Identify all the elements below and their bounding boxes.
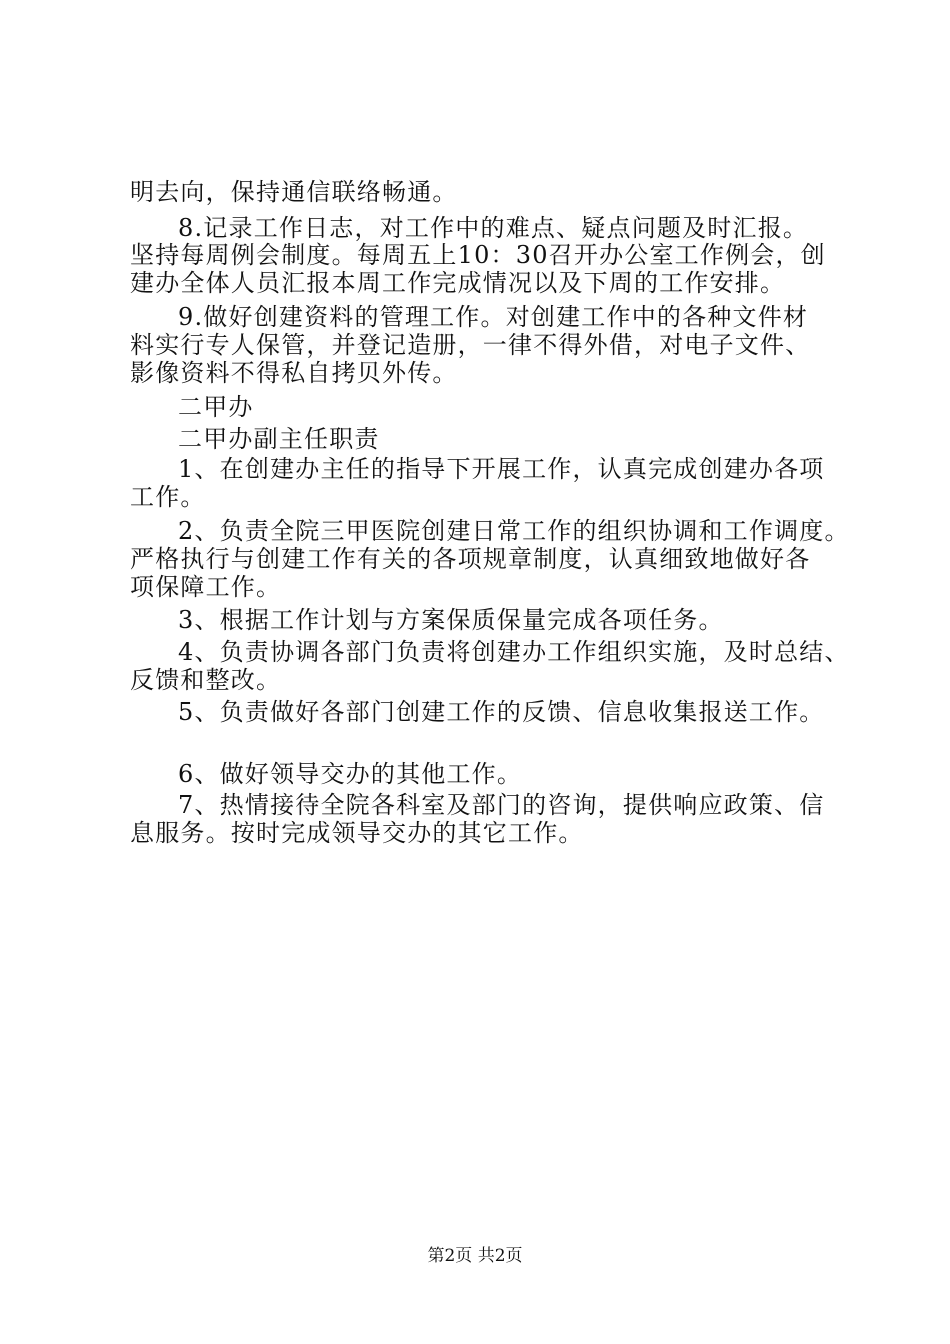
page-number-footer: 第2页 共2页 (427, 1246, 523, 1266)
body-line: 5、负责做好各部门创建工作的反馈、信息收集报送工作。 (178, 698, 825, 726)
body-line: 工作。 (130, 483, 206, 511)
body-line: 6、做好领导交办的其他工作。 (178, 760, 523, 788)
body-line: 明去向，保持通信联络畅通。 (130, 178, 458, 206)
body-line: 影像资料不得私自拷贝外传。 (130, 359, 458, 387)
body-line: 建办全体人员汇报本周工作完成情况以及下周的工作安排。 (130, 269, 786, 297)
body-line: 9.做好创建资料的管理工作。对创建工作中的各种文件材 (178, 303, 809, 331)
body-line: 2、负责全院三甲医院创建日常工作的组织协调和工作调度。 (178, 517, 850, 545)
body-line: 严格执行与创建工作有关的各项规章制度，认真细致地做好各 (130, 545, 811, 573)
body-line: 1、在创建办主任的指导下开展工作，认真完成创建办各项 (178, 455, 825, 483)
section-heading: 二甲办副主任职责 (178, 425, 380, 453)
body-line: 息服务。按时完成领导交办的其它工作。 (130, 819, 584, 847)
body-line: 8.记录工作日志，对工作中的难点、疑点问题及时汇报。 (178, 214, 809, 242)
section-heading: 二甲办 (178, 393, 254, 421)
body-line: 料实行专人保管，并登记造册，一律不得外借，对电子文件、 (130, 331, 811, 359)
body-line: 项保障工作。 (130, 573, 282, 601)
body-line: 反馈和整改。 (130, 666, 282, 694)
body-line: 4、负责协调各部门负责将创建办工作组织实施，及时总结、 (178, 638, 850, 666)
body-line: 3、根据工作计划与方案保质保量完成各项任务。 (178, 606, 724, 634)
body-line: 7、热情接待全院各科室及部门的咨询，提供响应政策、信 (178, 791, 825, 819)
body-line: 坚持每周例会制度。每周五上10：30召开办公室工作例会，创 (130, 241, 826, 269)
